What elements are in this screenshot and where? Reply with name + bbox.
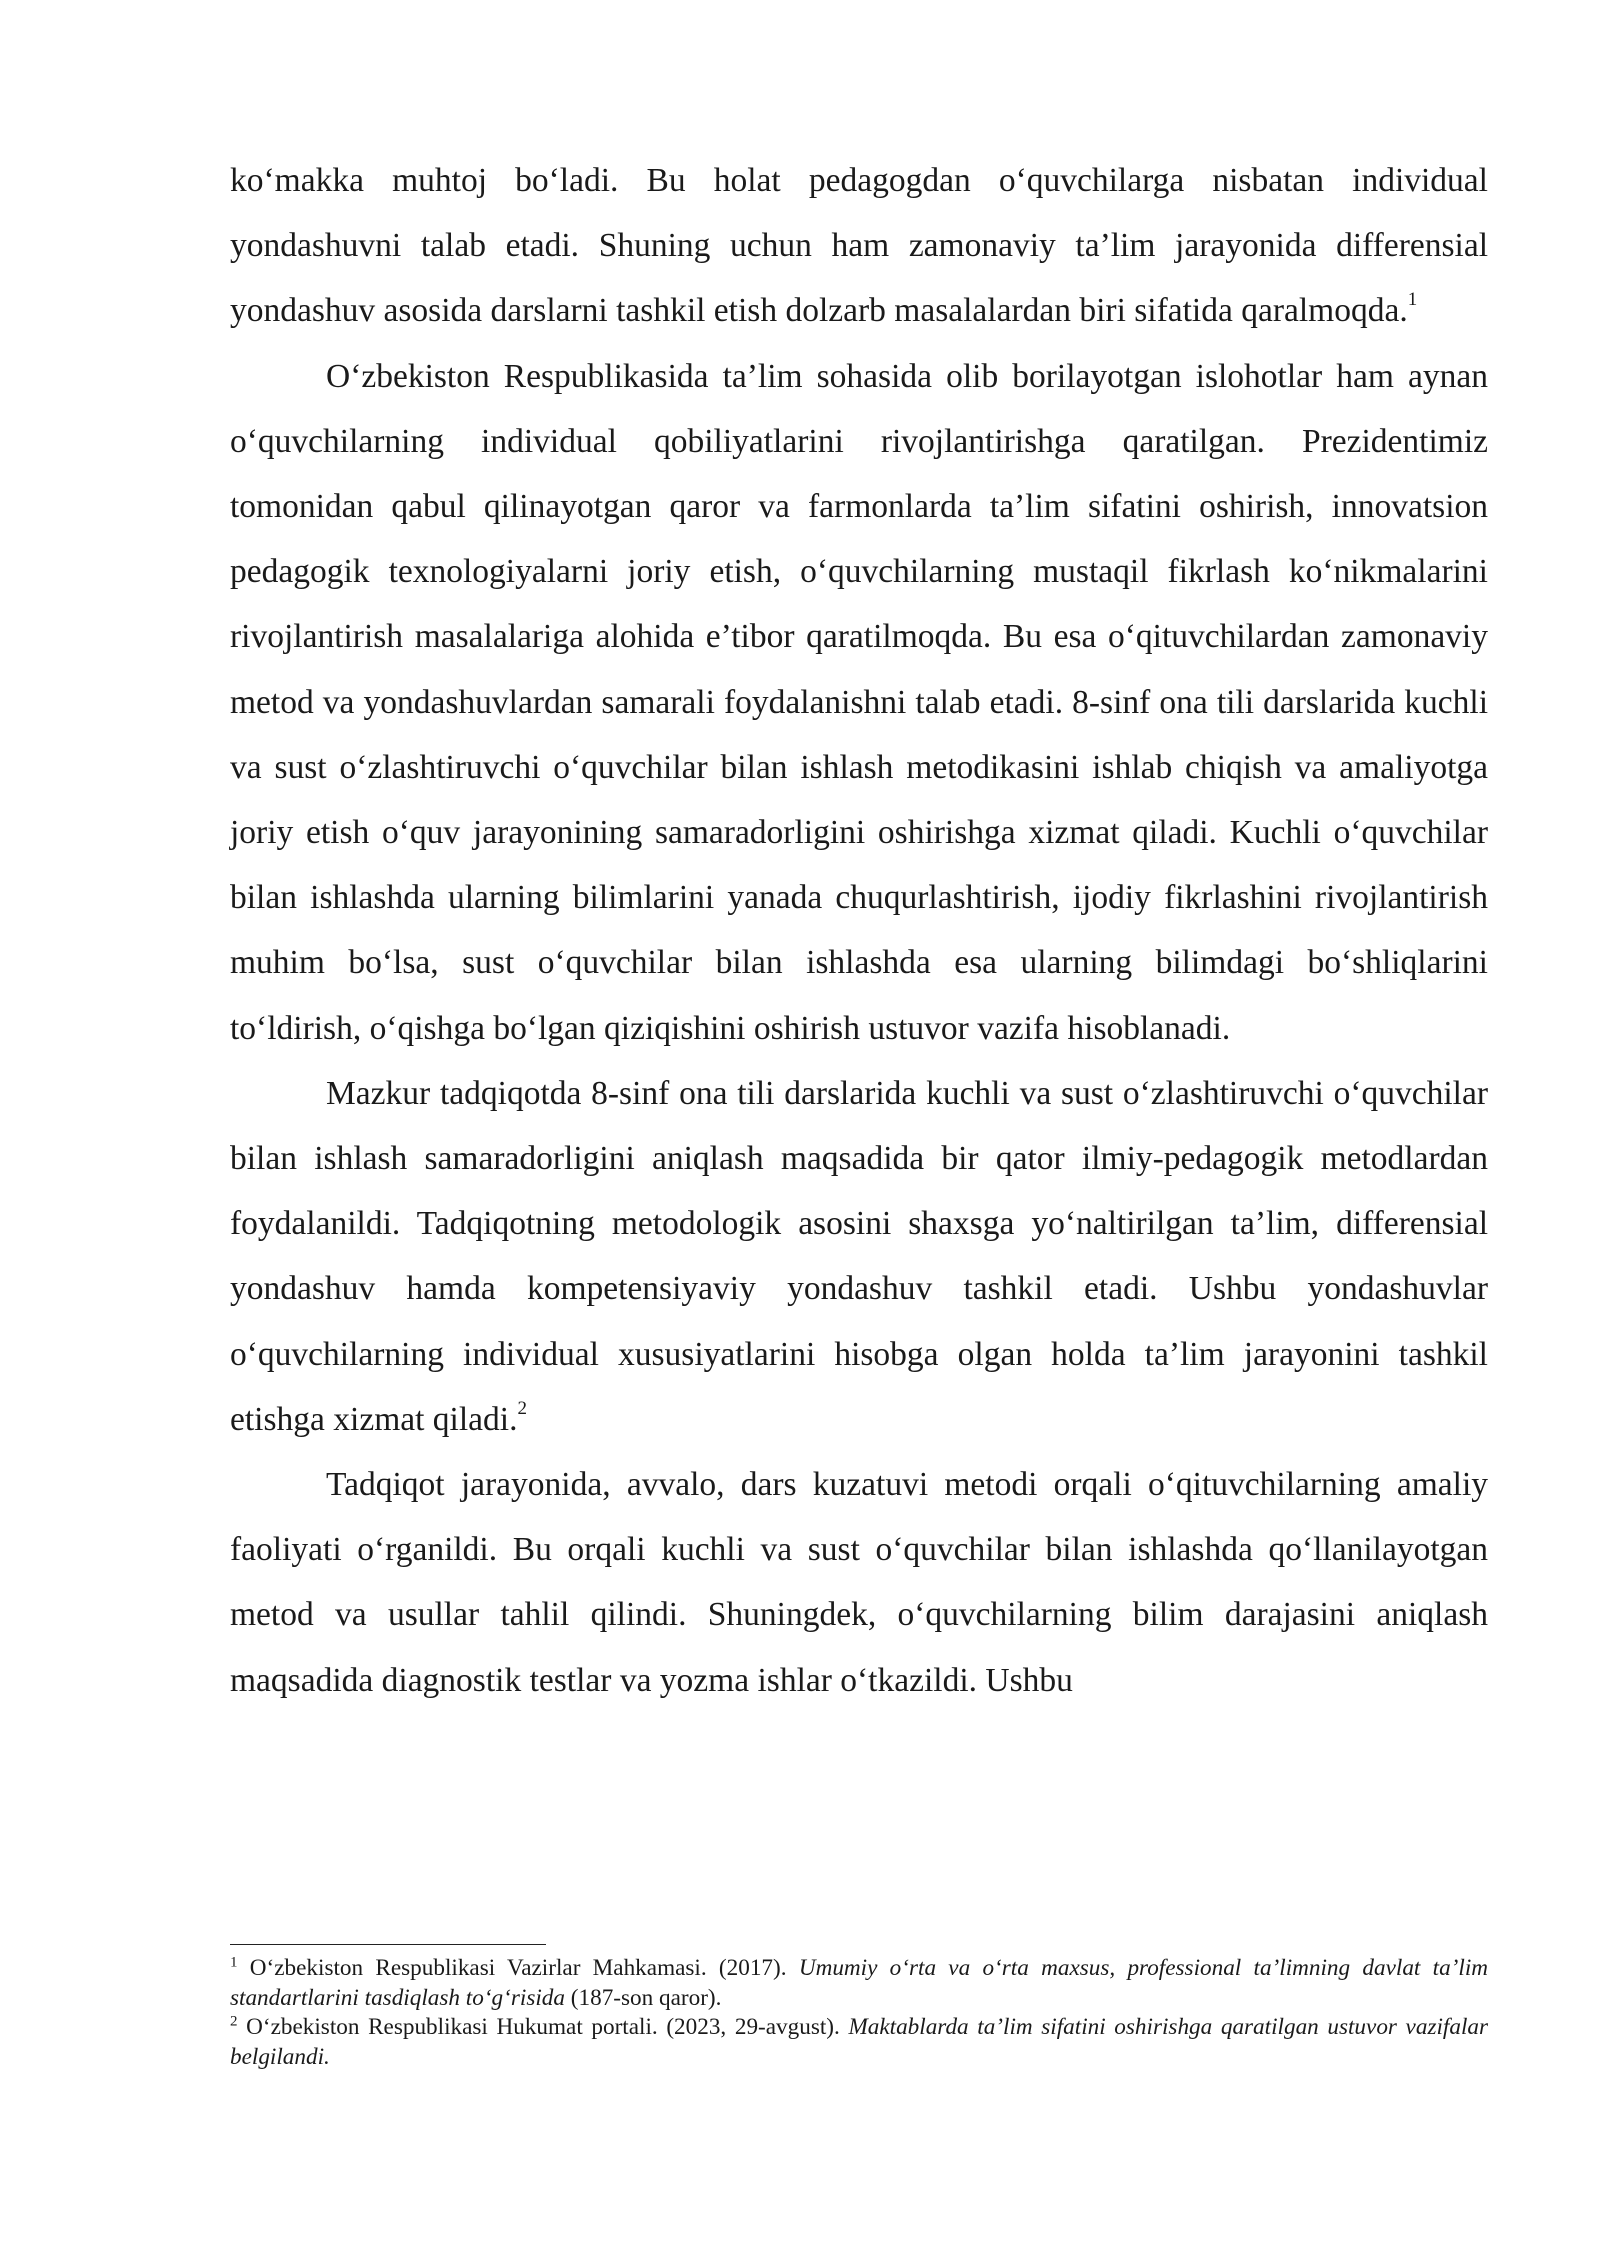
paragraph-text: Mazkur tadqiqotda 8-sinf ona tili darslarida kuchli va sust o‘zlashtiruvchi o‘quvchilar bilan ishlash samaradorligini aniqlash maqsadida bir qator ilmiy-pedagogik metodlardan foydalanildi. Tadqiqotning metodologik asosini shaxsga yo‘naltirilgan ta’lim, differensial yondashuv hamda kompetensiyaviy yondashuv tashkil etadi. Ushbu yondashuvlar o‘quvchilarning individual xususiyatlarini hisobga olgan holda ta’lim jarayonini tashkil etishga xizmat qiladi. xyxy=(230,1074,1488,1438)
paragraph-1 xyxy=(230,148,1488,344)
body-text xyxy=(230,148,1488,1713)
footnote-reference: 2 xyxy=(517,1397,527,1419)
paragraph-text: Tadqiqot jarayonida, avvalo, dars kuzatuvi metodi orqali o‘qituvchilarning amaliy faoliyati o‘rganildi. Bu orqali kuchli va sust o‘quvchilar bilan ishlashda qo‘llanilayotgan metod va usullar tahlil qilindi. Shuningdek, o‘quvchilarning bilim darajasini aniqlash maqsadida diagnostik testlar va yozma ishlar o‘tkazildi. Ushbu xyxy=(230,1466,1488,1699)
footnote-number: 1 xyxy=(230,1954,238,1971)
footnote-title: Maktablarda ta’lim sifatini oshirishga qaratilgan ustuvor vazifalar belgilandi. xyxy=(230,2014,1489,2070)
footnote-tail: (187-son qaror). xyxy=(564,1984,722,2011)
paragraph-3 xyxy=(230,1061,1488,1452)
footnote-lead: O‘zbekiston Respublikasi Hukumat portali. (2023, 29-avgust). xyxy=(246,2014,849,2040)
footnote-number: 2 xyxy=(230,2013,238,2030)
paragraph-2 xyxy=(230,344,1488,1061)
footnotes xyxy=(230,1954,1488,2072)
paragraph-text: ko‘makka muhtoj bo‘ladi. Bu holat pedagogdan o‘quvchilarga nisbatan individual yondashuvni talab etadi. Shuning uchun ham zamonaviy ta’lim jarayonida differensial yondashuv asosida darslarni tashkil etish dolzarb masalalardan biri sifatida qaralmoqda. xyxy=(230,162,1488,330)
paragraph-4 xyxy=(230,1452,1488,1713)
footnote-title: Umumiy o‘rta va o‘rta maxsus, professional ta’limning davlat ta’lim standartlarini tasdiqlash to‘g‘risida xyxy=(230,1955,1489,2011)
footnote-1 xyxy=(230,1954,1488,2013)
footnote-reference: 1 xyxy=(1407,289,1418,311)
footnote-2 xyxy=(230,2013,1488,2072)
footnote-separator xyxy=(230,1944,546,1945)
paragraph-text: O‘zbekiston Respublikasida ta’lim sohasida olib borilayotgan islohotlar ham aynan o‘quvchilarning individual qobiliyatlarini rivojlantirishga qaratilgan. Prezidentimiz tomonidan qabul qilinayotgan qaror va farmonlarda ta’lim sifatini oshirish, innovatsion pedagogik texnologiyalarni joriy etish, o‘quvchilarning mustaqil fikrlash ko‘nikmalarini rivojlantirish masalalariga alohida e’tibor qaratilmoqda. Bu esa o‘qituvchilardan zamonaviy metod va yondashuvlardan samarali foydalanishni talab etadi. 8-sinf ona tili darslarida kuchli va sust o‘zlashtiruvchi o‘quvchilar bilan ishlash metodikasini ishlab chiqish va amaliyotga joriy etish o‘quv jarayonining samaradorligini oshirishga xizmat qiladi. Kuchli o‘quvchilar bilan ishlashda ularning bilimlarini yanada chuqurlashtirish, ijodiy fikrlashini rivojlantirish muhim bo‘lsa, sust o‘quvchilar bilan ishlashda esa ularning bilimdagi bo‘shliqlarini to‘ldirish, o‘qishga bo‘lgan qiziqishini oshirish ustuvor vazifa hisoblanadi. xyxy=(230,357,1488,1047)
footnote-lead: O‘zbekiston Respublikasi Vazirlar Mahkamasi. (2017). xyxy=(249,1955,799,1981)
